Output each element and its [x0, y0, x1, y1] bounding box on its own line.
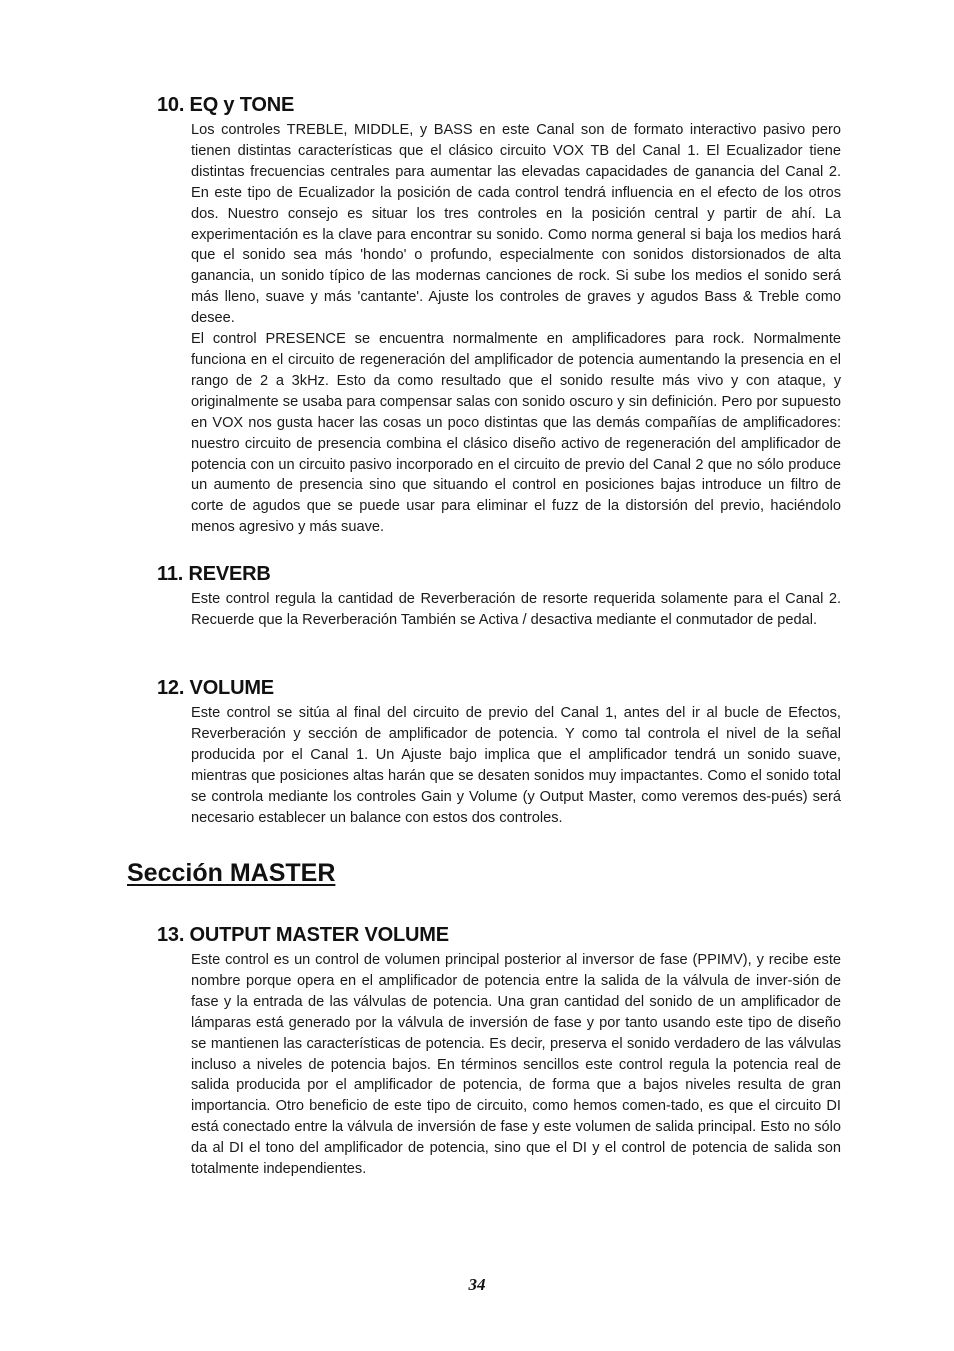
section-body-volume [191, 703, 841, 828]
page-number: 34 [468, 1275, 486, 1294]
paragraph-reverb: Este control regula la cantidad de Reverberación de resorte requerida solamente para el Canal 2. Recuerde que la Reverberación También se Activa / desactiva mediante el conmutador de pedal. [191, 591, 841, 628]
section-volume [157, 677, 841, 828]
section-title-reverb: 11. REVERB [157, 563, 271, 585]
section-title-output-master-volume: 13. OUTPUT MASTER VOLUME [157, 924, 449, 946]
section-reverb [157, 563, 841, 631]
master-section-heading: Sección MASTER [127, 859, 336, 887]
paragraph-volume: Este control se sitúa al final del circuito de previo del Canal 1, antes del ir al bucle de Efectos, Reverberación y sección de amplificador de potencia. Y como tal controla el nivel de la señal producida por el Canal 1. Un Ajuste bajo implica que el amplificador tendrá un sonido suave, mientras que posiciones altas harán que se desaten sonidos muy impactantes. Como el sonido total se controla mediante los controles Gain y Volume (y Output Master, como veremos des-pués) será necesario establecer un balance con estos dos controles. [191, 705, 841, 826]
section-body-output-master-volume [191, 950, 841, 1180]
paragraph-eq-controls: Los controles TREBLE, MIDDLE, y BASS en este Canal son de formato interactivo pasivo pero tienen distintas características que el clásico circuito VOX TB del Canal 1. El Ecualizador tiene distintas frecuencias centrales para aumentar las elevadas capacidades de ganancia del Canal 2. En este tipo de Ecualizador la posición de cada control tendrá influencia en el efecto de los otros dos. Nuestro consejo es situar los tres controles en la posición central y partir de ahí. La experimentación es la clave para encontrar su sonido. Como norma general si baja los medios hará que el sonido sea más 'hondo' o profundo, especialmente con sonidos distorsionados de alta ganancia, un sonido típico de las modernas canciones de rock. Si sube los medios el sonido será más lleno, suave y más 'cantante'. Ajuste los controles de graves y agudos Bass & Treble como desee. [191, 122, 841, 327]
section-body-reverb [191, 589, 841, 631]
section-body-eq-tone [191, 120, 841, 538]
section-eq-tone [157, 94, 841, 538]
paragraph-presence: El control PRESENCE se encuentra normalmente en amplificadores para rock. Normalmente funciona en el circuito de regeneración del amplificador de potencia aumentando la presencia en el rango de 2 a 3kHz. Esto da como resultado que el sonido resulte más vivo y con ataque, y originalmente se usaba para compensar salas con sonido oscuro y sin definición. Pero por supuesto en VOX nos gusta hacer las cosas un poco distintas que las demás compañías de amplificadores: nuestro circuito de presencia combina el clásico diseño activo de regeneración del amplificador de potencia con un circuito pasivo incorporado en el circuito de previo del Canal 2 que no sólo produce un aumento de presencia sino que situando el control en posiciones bajas introduce un filtro de corte de agudos que se puede usar para eliminar el fuzz de la distorsión del previo, haciéndolo menos agresivo y más suave. [191, 331, 841, 536]
section-title-volume: 12. VOLUME [157, 677, 274, 699]
paragraph-output-master-volume: Este control es un control de volumen principal posterior al inversor de fase (PPIMV), y recibe este nombre porque opera en el amplificador de potencia entre la salida de la válvula de inver-sión de fase y la entrada de las válvulas de potencia. Una gran cantidad del sonido de un amplificador de lámparas está generado por la válvula de inversión de fase y por tanto usando este tipo de diseño se mantienen las características de potencia. Es decir, preserva el sonido verdadero de las válvulas incluso a niveles de potencia bajos. En términos sencillos este control regula la potencia real de salida producida por el amplificador de potencia, de forma que a bajos niveles resulta de gran importancia. Otro beneficio de este tipo de circuito, como hemos comen-tado, es que el circuito DI está conectado entre la válvula de inversión de fase y este volumen de salida principal. Esto no sólo da al DI el tono del amplificador de potencia, sino que el DI y el control de potencia de salida son totalmente independientes. [191, 952, 841, 1178]
section-title-eq-tone: 10. EQ y TONE [157, 94, 295, 116]
section-output-master-volume [157, 924, 841, 1180]
